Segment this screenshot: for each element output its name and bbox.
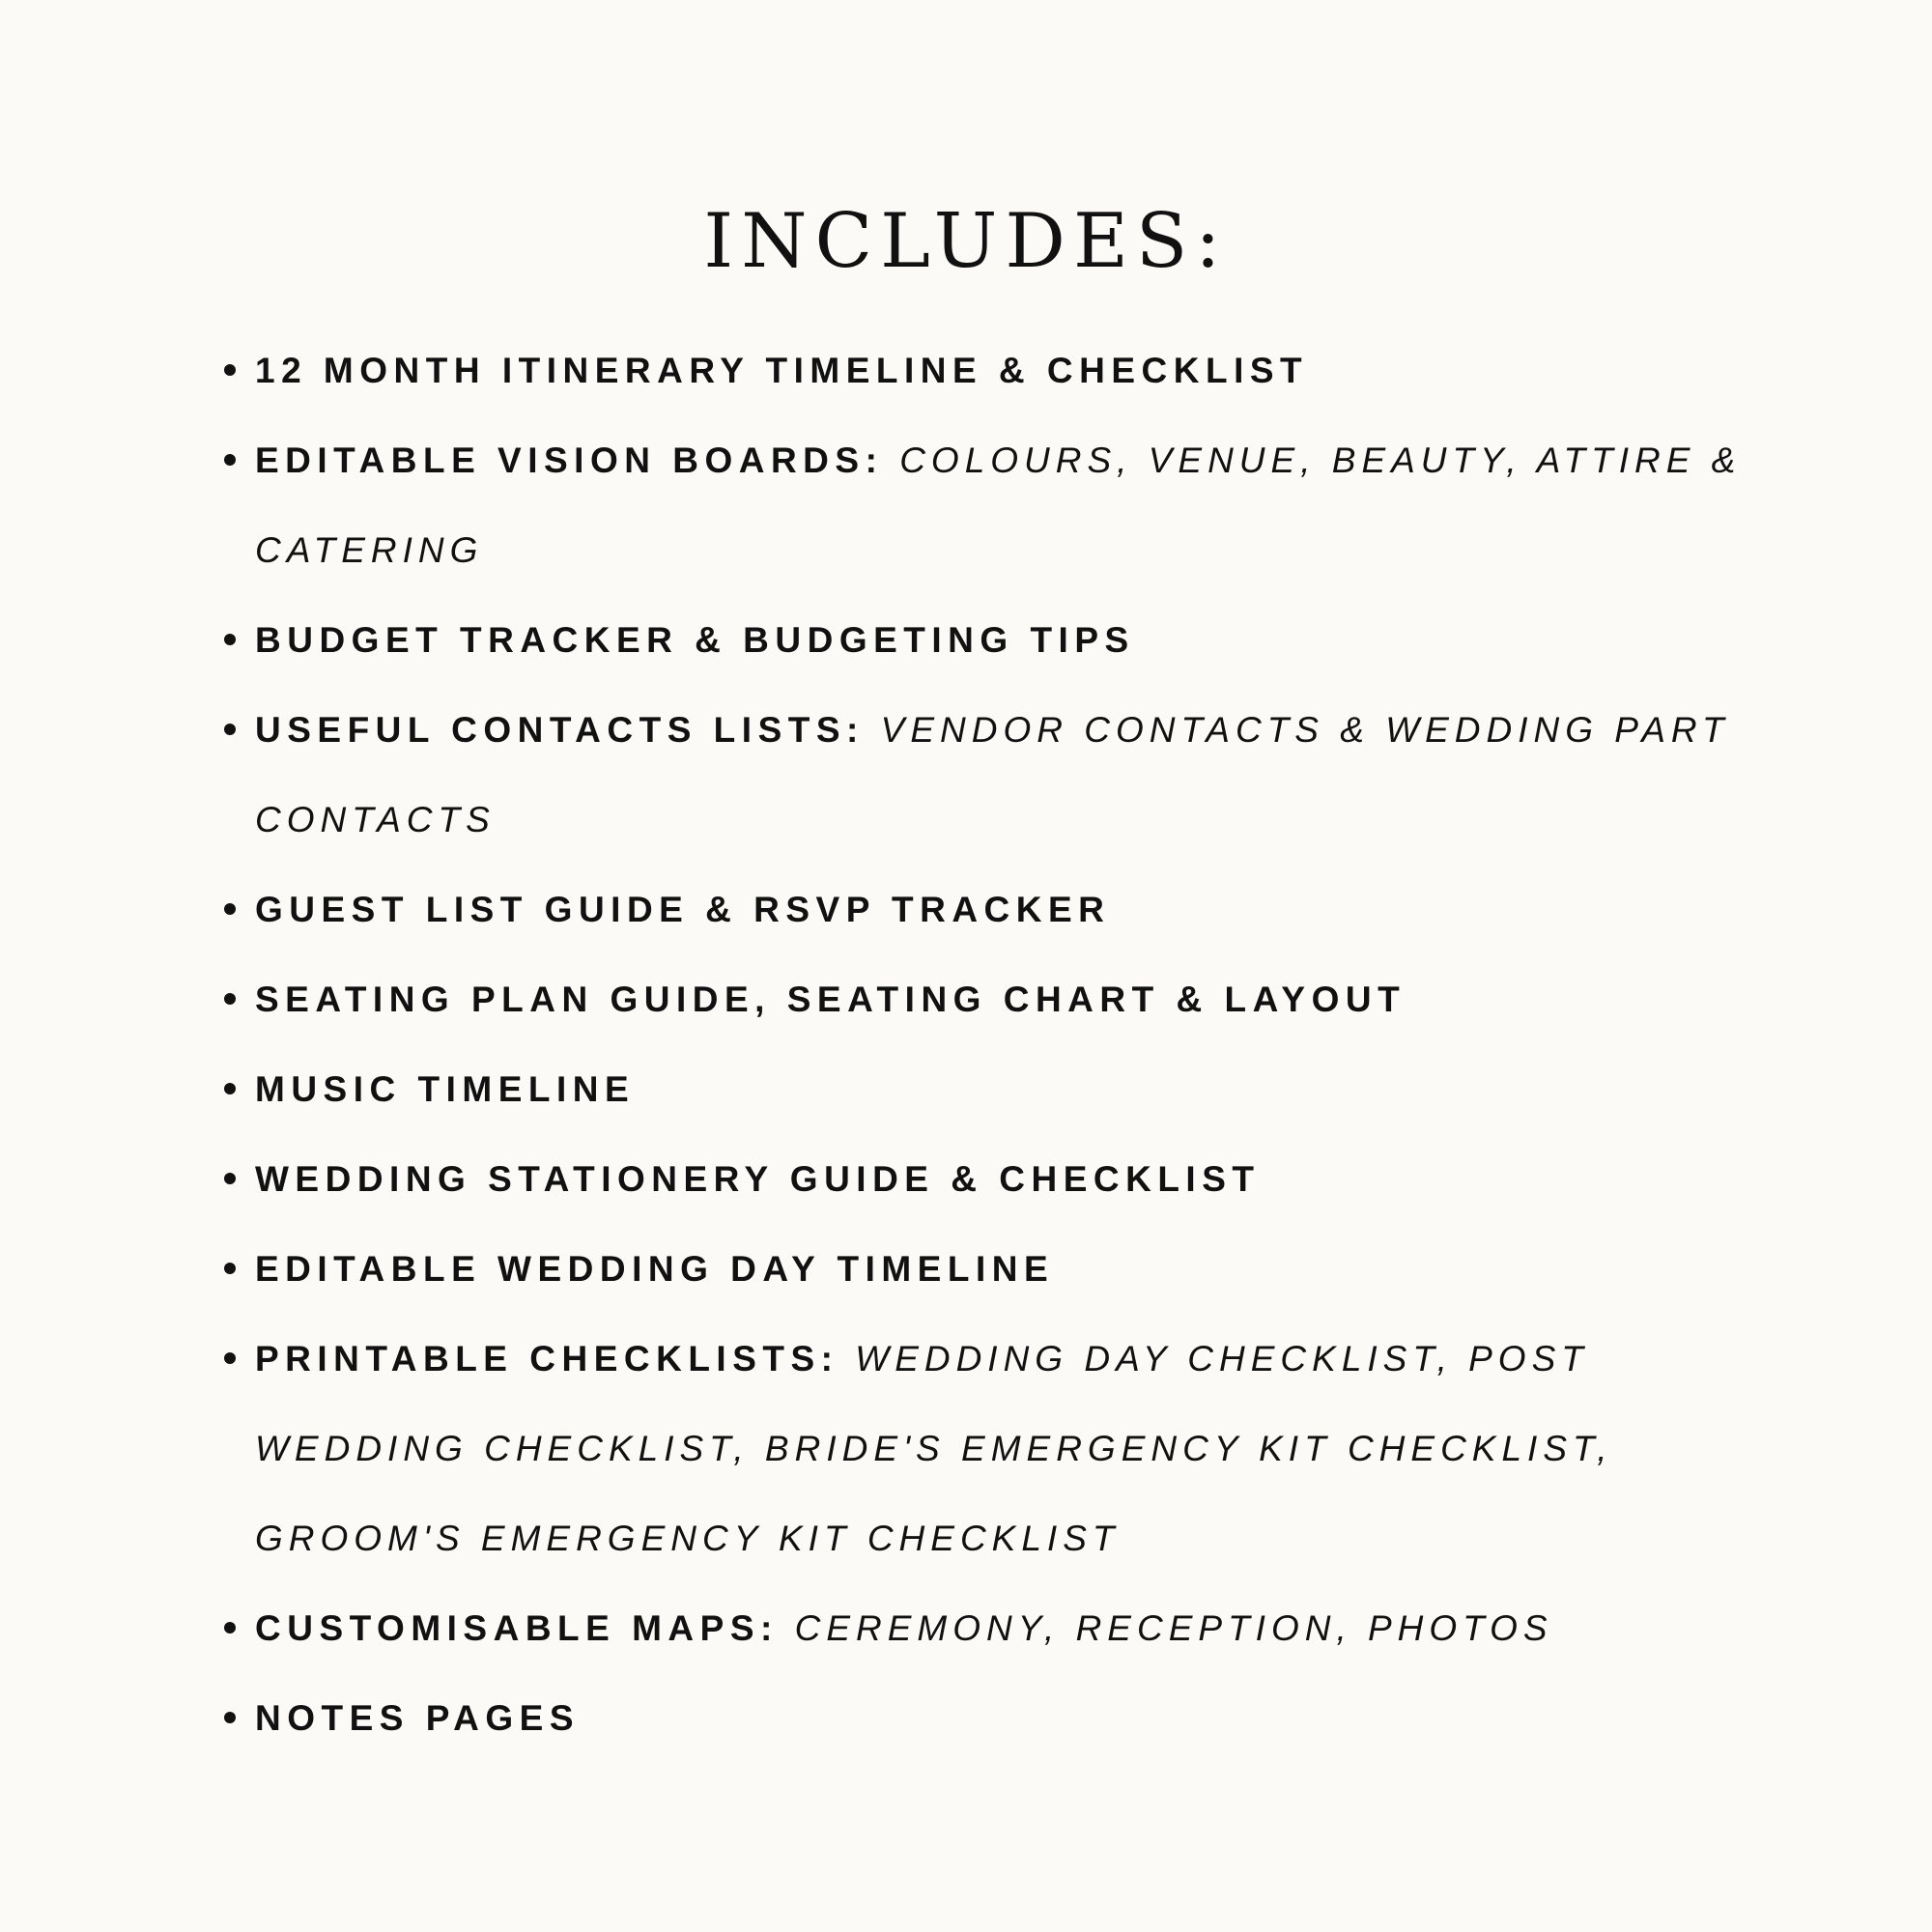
list-item bbox=[224, 685, 1750, 865]
bullet-icon bbox=[224, 634, 236, 645]
list-item bbox=[224, 1224, 1750, 1314]
list-item bbox=[224, 1583, 1750, 1673]
list-item bbox=[224, 954, 1750, 1044]
includes-list bbox=[224, 326, 1750, 1763]
item-detail: CEREMONY, RECEPTION, PHOTOS bbox=[794, 1608, 1553, 1648]
item-label: 12 MONTH ITINERARY TIMELINE & CHECKLIST bbox=[255, 351, 1309, 390]
bullet-icon bbox=[224, 1173, 236, 1184]
item-detail: WEDDING DAY CHECKLIST, POST WEDDING CHECKLIST, BRIDE'S EMERGENCY KIT CHECKLIST, GROOM'S EMERGENCY KIT CHECKLIST bbox=[255, 1339, 1613, 1558]
list-item bbox=[224, 1673, 1750, 1763]
list-item bbox=[224, 326, 1750, 415]
bullet-icon bbox=[224, 1622, 236, 1634]
item-label: CUSTOMISABLE MAPS: bbox=[255, 1608, 779, 1648]
item-label: EDITABLE WEDDING DAY TIMELINE bbox=[255, 1249, 1055, 1289]
list-item bbox=[224, 1314, 1750, 1583]
bullet-icon bbox=[224, 1083, 236, 1094]
list-item bbox=[224, 1134, 1750, 1224]
item-label: USEFUL CONTACTS LISTS: bbox=[255, 710, 865, 750]
item-label: MUSIC TIMELINE bbox=[255, 1069, 636, 1109]
list-item bbox=[224, 415, 1750, 595]
list-item bbox=[224, 595, 1750, 685]
item-detail: VENDOR CONTACTS & WEDDING PART CONTACTS bbox=[255, 710, 1730, 839]
item-label: GUEST LIST GUIDE & RSVP TRACKER bbox=[255, 890, 1111, 929]
item-label: BUDGET TRACKER & BUDGETING TIPS bbox=[255, 620, 1135, 660]
bullet-icon bbox=[224, 1712, 236, 1723]
item-label: PRINTABLE CHECKLISTS: bbox=[255, 1339, 839, 1378]
item-label: NOTES PAGES bbox=[255, 1698, 581, 1738]
item-label: SEATING PLAN GUIDE, SEATING CHART & LAYOUT bbox=[255, 980, 1406, 1019]
bullet-icon bbox=[224, 364, 236, 376]
bullet-icon bbox=[224, 454, 236, 466]
bullet-icon bbox=[224, 993, 236, 1005]
page-title: INCLUDES: bbox=[703, 198, 1229, 285]
bullet-icon bbox=[224, 724, 236, 735]
bullet-icon bbox=[224, 903, 236, 915]
item-detail: COLOURS, VENUE, BEAUTY, ATTIRE & CATERING bbox=[255, 440, 1742, 570]
list-item bbox=[224, 1044, 1750, 1134]
bullet-icon bbox=[224, 1352, 236, 1364]
bullet-icon bbox=[224, 1263, 236, 1274]
item-label: WEDDING STATIONERY GUIDE & CHECKLIST bbox=[255, 1159, 1261, 1199]
item-label: EDITABLE VISION BOARDS: bbox=[255, 440, 884, 480]
list-item bbox=[224, 865, 1750, 954]
